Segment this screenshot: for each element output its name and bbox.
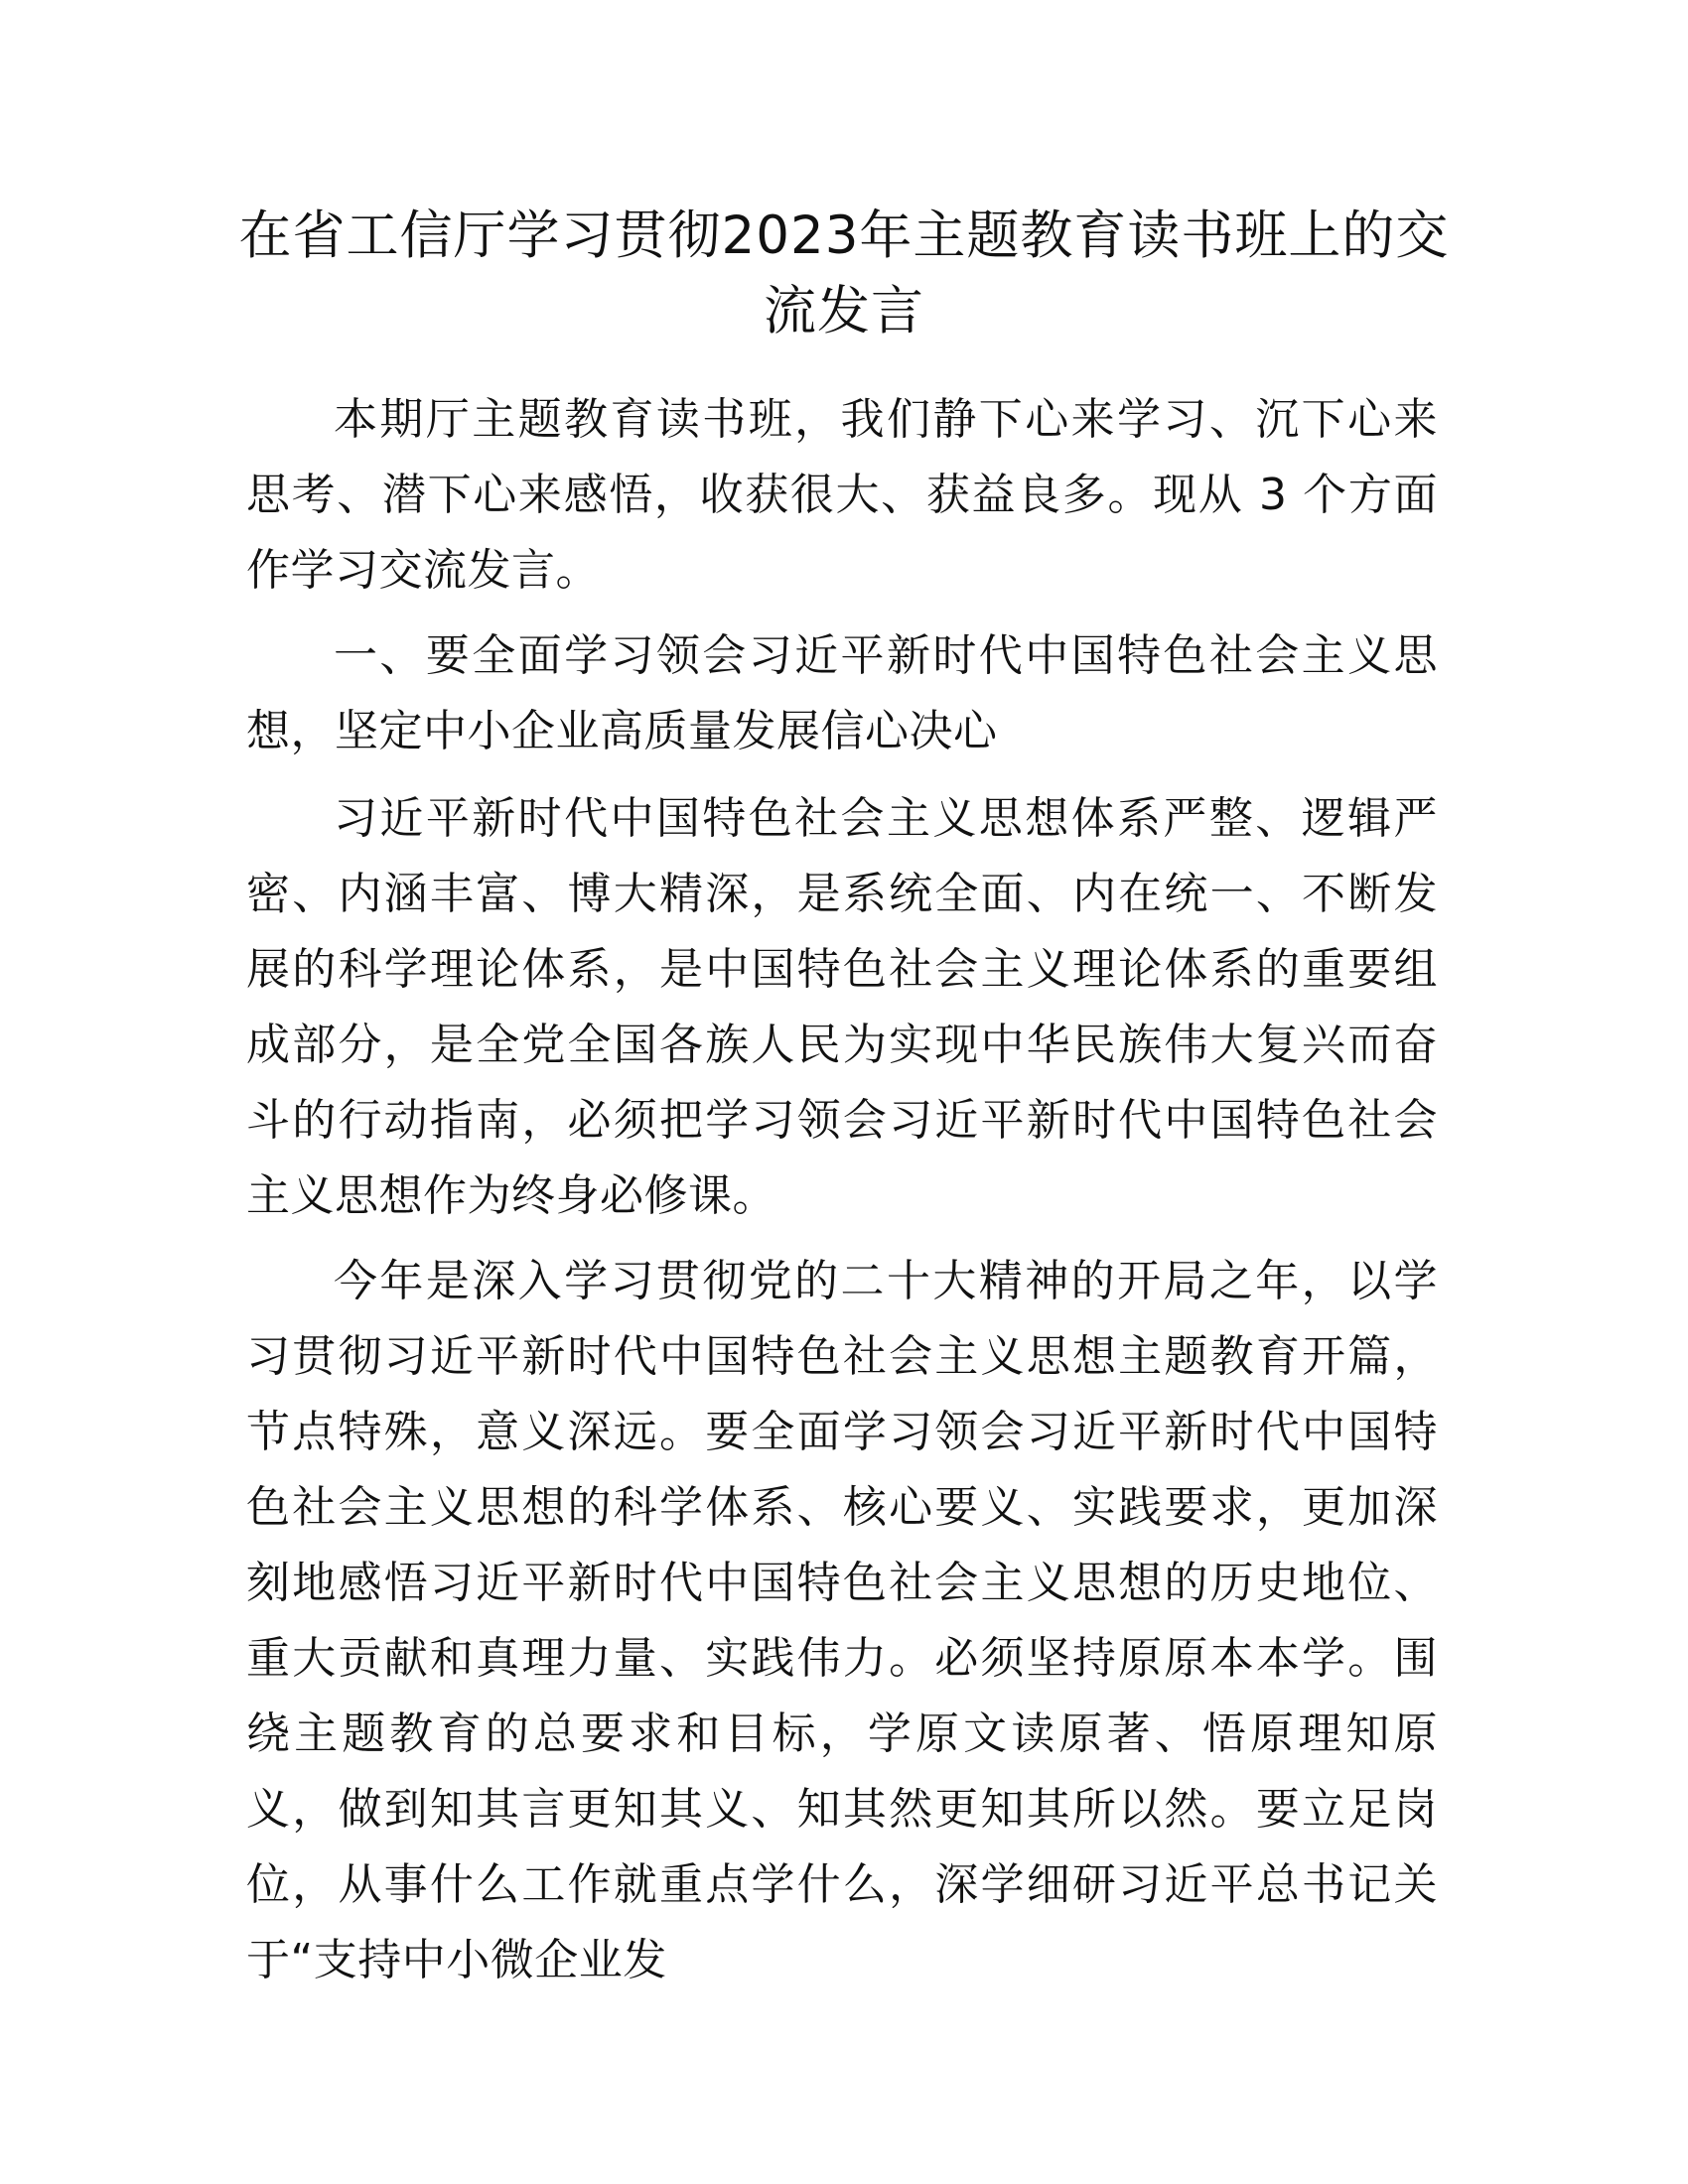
body-paragraph: 今年是深入学习贯彻党的二十大精神的开局之年，以学习贯彻习近平新时代中国特色社会主义思想主题教育开篇，节点特殊，意义深远。要全面学习领会习近平新时代中国特色社会主义思想的科学体系、核心要义、实践要求，更加深刻地感悟习近平新时代中国特色社会主义思想的历史地位、重大贡献和真理力量、实践伟力。必须坚持原原本本学。围绕主题教育的总要求和目标，学原文读原著、悟原理知原义，做到知其言更知其义、知其然更知其所以然。要立足岗位，从事什么工作就重点学什么，深学细研习近平总书记关于“支持中小微企业发: [246, 1256, 1438, 1985]
intro-paragraph: 本期厅主题教育读书班，我们静下心来学习、沉下心来思考、潜下心来感悟，收获很大、获益良多。现从 3 个方面作学习交流发言。: [246, 394, 1438, 596]
body-paragraph: 习近平新时代中国特色社会主义思想体系严整、逻辑严密、内涵丰富、博大精深，是系统全面、内在统一、不断发展的科学理论体系，是中国特色社会主义理论体系的重要组成部分，是全党全国各族人民为实现中华民族伟大复兴而奋斗的行动指南，必须把学习领会习近平新时代中国特色社会主义思想作为终身必修课。: [246, 793, 1438, 1221]
document-body: [246, 382, 1438, 2008]
document-title: 在省工信厅学习贯彻2023年主题教育读书班上的交流发言: [238, 205, 1450, 341]
section-heading-1: 一、要全面学习领会习近平新时代中国特色社会主义思想，坚定中小企业高质量发展信心决心: [246, 630, 1438, 756]
